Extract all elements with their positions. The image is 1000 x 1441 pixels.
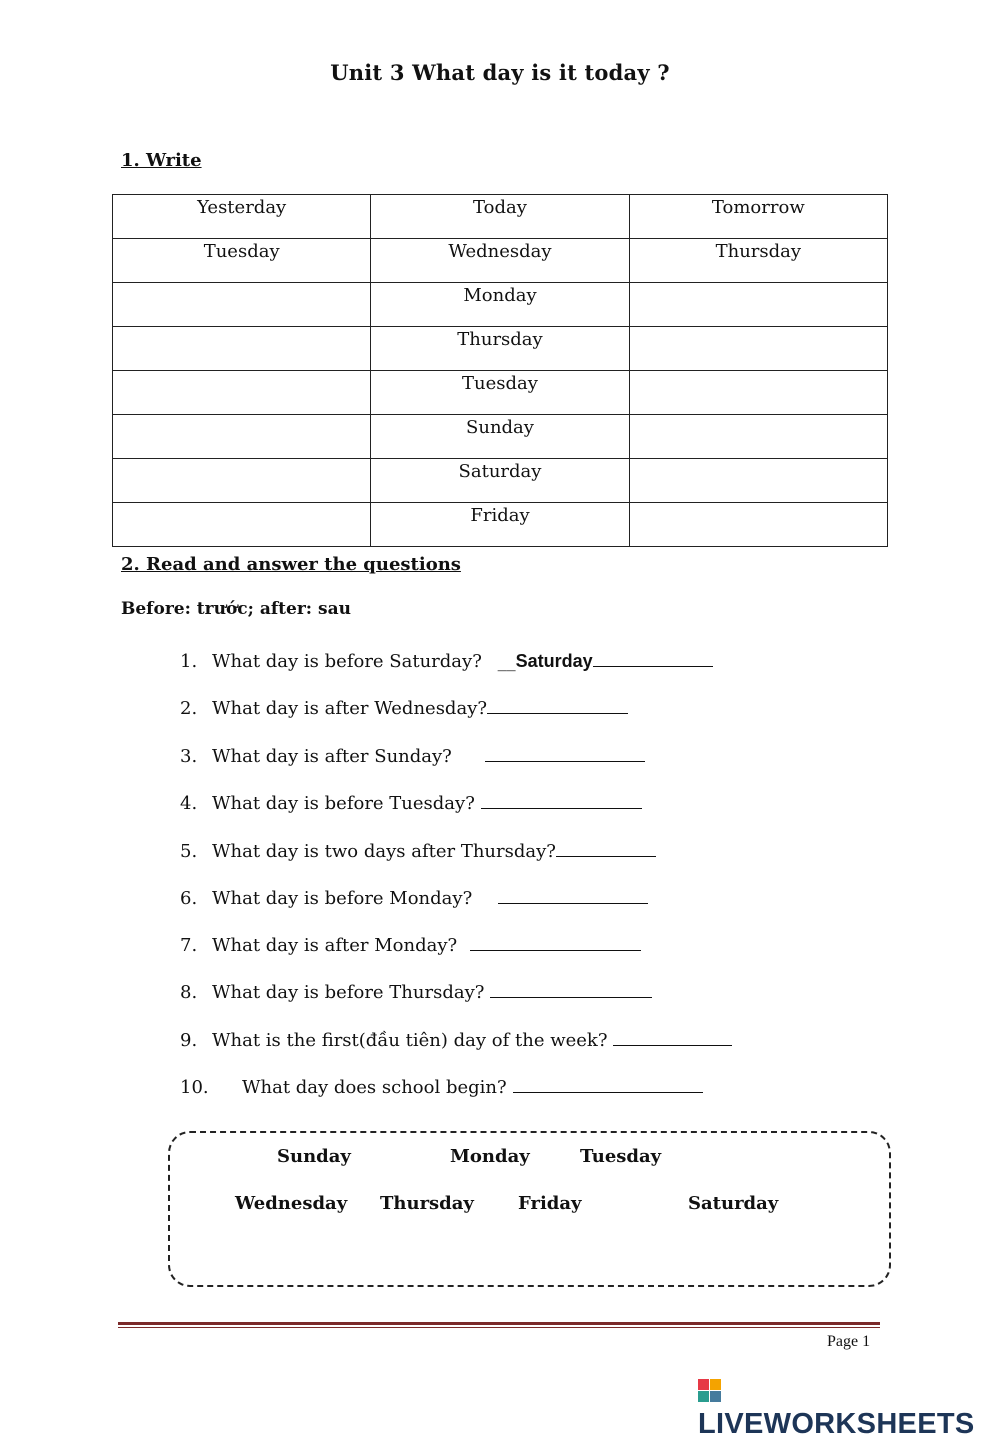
cell-tomorrow-input[interactable] <box>629 503 887 547</box>
table-row <box>113 503 888 547</box>
answer-blank[interactable] <box>487 695 628 714</box>
question-10: 10. What day does school begin? <box>180 1074 703 1098</box>
page-title: Unit 3 What day is it today ? <box>330 60 670 85</box>
word-thursday[interactable]: Thursday <box>380 1193 474 1214</box>
days-table <box>112 194 888 547</box>
table-row <box>113 415 888 459</box>
answer-blank[interactable] <box>490 979 652 998</box>
question-5: 5. What day is two days after Thursday? <box>180 838 656 862</box>
answer-blank[interactable] <box>481 790 642 809</box>
section-2-heading: 2. Read and answer the questions <box>121 554 461 575</box>
question-4: 4. What day is before Tuesday? <box>180 790 642 814</box>
answer-blank[interactable] <box>470 932 641 951</box>
cell-yesterday-input[interactable] <box>113 327 371 371</box>
table-row <box>113 327 888 371</box>
answer-blank[interactable] <box>485 743 645 762</box>
answer-blank[interactable] <box>513 1074 703 1093</box>
brand-logo: LIVEWORKSHEETS <box>698 1375 1000 1441</box>
question-1: 1. What day is before Saturday? __Saturday <box>180 648 713 672</box>
question-8: 8. What day is before Thursday? <box>180 979 652 1003</box>
cell-today: Tuesday <box>371 371 629 415</box>
cell-tomorrow-input[interactable] <box>629 371 887 415</box>
header-tomorrow: Tomorrow <box>629 195 887 239</box>
cell-yesterday-input[interactable] <box>113 459 371 503</box>
header-today: Today <box>371 195 629 239</box>
question-3: 3. What day is after Sunday? <box>180 743 645 767</box>
cell-today: Wednesday <box>371 239 629 283</box>
cell-yesterday-input[interactable] <box>113 503 371 547</box>
word-monday[interactable]: Monday <box>450 1146 530 1167</box>
question-6: 6. What day is before Monday? <box>180 885 648 909</box>
cell-tomorrow-input[interactable] <box>629 283 887 327</box>
table-row <box>113 283 888 327</box>
answer-example: Saturday <box>515 651 593 671</box>
footer-rule-thin <box>118 1327 880 1328</box>
table-row <box>113 371 888 415</box>
cell-today: Monday <box>371 283 629 327</box>
answer-blank[interactable] <box>593 648 713 667</box>
word-tuesday[interactable]: Tuesday <box>580 1146 662 1167</box>
cell-today: Sunday <box>371 415 629 459</box>
header-yesterday: Yesterday <box>113 195 371 239</box>
cell-yesterday-input[interactable] <box>113 371 371 415</box>
cell-yesterday-input[interactable] <box>113 415 371 459</box>
cell-today: Thursday <box>371 327 629 371</box>
question-7: 7. What day is after Monday? <box>180 932 641 956</box>
cell-tomorrow-input[interactable] <box>629 327 887 371</box>
cell-today: Saturday <box>371 459 629 503</box>
table-header-row <box>113 195 888 239</box>
cell-tomorrow-input[interactable] <box>629 459 887 503</box>
answer-blank[interactable] <box>556 838 656 857</box>
table-row <box>113 239 888 283</box>
table-row <box>113 459 888 503</box>
vocabulary-note: Before: trước; after: sau <box>121 599 351 619</box>
page-number: Page 1 <box>827 1333 871 1350</box>
question-9: 9. What is the first(đầu tiên) day of the week? <box>180 1027 732 1051</box>
cell-yesterday-input[interactable] <box>113 283 371 327</box>
word-sunday[interactable]: Sunday <box>277 1146 351 1167</box>
cell-today: Friday <box>371 503 629 547</box>
question-2: 2. What day is after Wednesday? <box>180 695 628 719</box>
answer-blank[interactable] <box>613 1027 732 1046</box>
word-wednesday[interactable]: Wednesday <box>235 1193 348 1214</box>
word-saturday[interactable]: Saturday <box>688 1193 779 1214</box>
footer-rule <box>118 1322 880 1325</box>
cell-tomorrow: Thursday <box>629 239 887 283</box>
cell-yesterday: Tuesday <box>113 239 371 283</box>
section-1-heading: 1. Write <box>121 150 202 171</box>
answer-blank[interactable] <box>498 885 648 904</box>
word-friday[interactable]: Friday <box>518 1193 582 1214</box>
cell-tomorrow-input[interactable] <box>629 415 887 459</box>
liveworksheets-icon <box>698 1379 722 1403</box>
